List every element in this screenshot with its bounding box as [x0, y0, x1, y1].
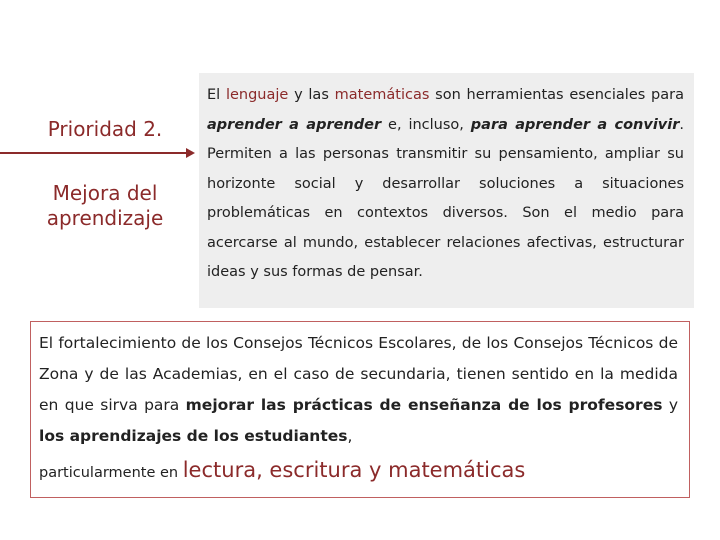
- arrow-head-icon: [186, 148, 195, 158]
- text-run: y: [662, 396, 678, 414]
- highlight-matematicas: matemáticas: [334, 87, 430, 103]
- highlight-lenguaje: lenguaje: [225, 87, 289, 103]
- text-run: y las: [288, 87, 335, 103]
- emphasis-practicas: mejorar las prácticas de enseñanza de los profesores: [185, 396, 663, 414]
- emphasis-aprendizajes: los aprendizajes de los estudiantes: [39, 427, 348, 445]
- emphasis-aprender-a-aprender: aprender a aprender: [207, 116, 382, 133]
- text-run: El fortalecimiento de los Consejos Técnicos Escolares, de los Consejos Técnicos de Zona y de las Academias, en el caso de secundaria, tienen sentido en la medida en que sirva para: [39, 334, 678, 414]
- definition-paragraph: [207, 81, 684, 288]
- definition-box: [199, 73, 694, 308]
- text-run: e, incluso,: [381, 116, 471, 133]
- text-run: . Permiten a las personas transmitir su pensamiento, ampliar su horizonte social y desarrollar soluciones a situaciones problemáticas en contextos diversos. Son el medio para acercarse al mundo, establecer relaciones afectivas, estructurar ideas y sus formas de pensar.: [207, 116, 684, 280]
- priority-label: Prioridad 2.: [47, 117, 163, 141]
- arrow-line: [0, 152, 188, 154]
- text-run: particularmente en: [39, 465, 183, 481]
- statement-last-line: [39, 453, 678, 490]
- text-run: El: [207, 87, 226, 103]
- statement-box: [30, 321, 690, 498]
- emphasis-aprender-a-convivir: para aprender a convivir: [470, 116, 680, 133]
- text-run: ,: [347, 427, 353, 445]
- topic-title: Mejora del aprendizaje: [46, 181, 164, 230]
- statement-paragraph: [39, 328, 678, 452]
- highlight-subjects: lectura, escritura y matemáticas: [182, 458, 526, 482]
- text-run: son herramientas esenciales para: [429, 87, 684, 103]
